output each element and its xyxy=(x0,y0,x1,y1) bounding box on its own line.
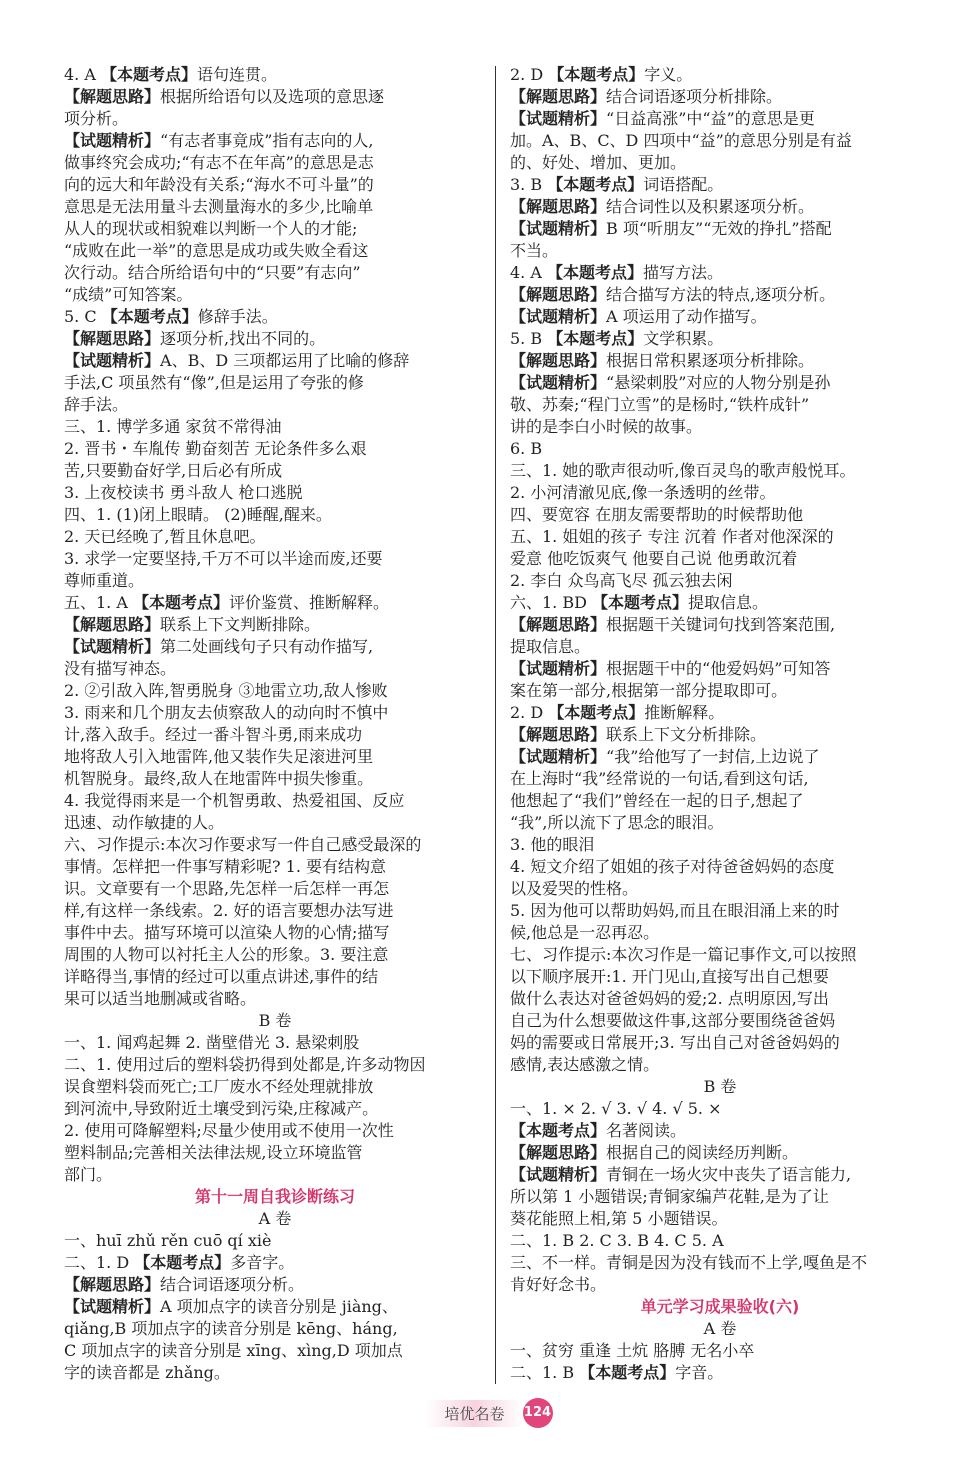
answer-line xyxy=(64,1076,486,1098)
answer-tag-text: 根据题干中的“他爱妈妈”可知答 xyxy=(606,659,831,678)
answer-tag-label: 【本题考点】 xyxy=(133,593,230,612)
answer-line xyxy=(64,944,486,966)
answer-line xyxy=(64,878,486,900)
answer-line xyxy=(510,614,930,636)
answer-text: 到河流中,导致附近土壤受到污染,庄稼减产。 xyxy=(64,1099,379,1118)
answer-line xyxy=(64,306,486,328)
answer-line xyxy=(64,86,486,108)
answer-text: 做什么表达对爸爸妈妈的爱;2. 点明原因,写出 xyxy=(510,989,829,1008)
answer-tag-label: 【解题思路】 xyxy=(64,87,161,106)
answer-text: 地将敌人引入地雷阵,他又装作失足滚进河里 xyxy=(64,747,374,766)
volume-heading: B 卷 xyxy=(258,1011,292,1030)
answer-line xyxy=(64,570,486,592)
answer-text: 详略得当,事情的经过可以重点讲述,事件的结 xyxy=(64,967,379,986)
footer-brand: 培优名卷 xyxy=(426,1400,522,1427)
answer-line xyxy=(64,218,486,240)
answer-line xyxy=(64,416,486,438)
answer-line xyxy=(510,768,930,790)
answer-line xyxy=(64,460,486,482)
answer-text: “我”,所以流下了思念的眼泪。 xyxy=(510,813,724,832)
answer-line xyxy=(510,108,930,130)
answer-tag-label: 【试题精析】 xyxy=(64,1297,161,1316)
answer-line xyxy=(64,966,486,988)
answer-text: 样,有这样一条线索。2. 好的语言要想办法写进 xyxy=(64,901,394,920)
answer-text: 六、1. BD xyxy=(510,593,593,612)
answer-text: 项分析。 xyxy=(64,109,129,128)
answer-text: 一、贫穷 重逢 土炕 胳膊 无名小卒 xyxy=(510,1341,755,1360)
answer-line xyxy=(64,350,486,372)
answer-line xyxy=(510,328,930,350)
answer-line xyxy=(510,966,930,988)
section-title: 第十一周自我诊断练习 xyxy=(194,1187,355,1206)
answer-line xyxy=(510,152,930,174)
answer-text: qiǎng,B 项加点字的读音分别是 kēng、háng, xyxy=(64,1319,398,1338)
answer-text: 苦,只要勤奋好学,日后必有所成 xyxy=(64,461,283,480)
answer-text: 的、好处、增加、更加。 xyxy=(510,153,687,172)
answer-line xyxy=(64,768,486,790)
answer-line xyxy=(64,152,486,174)
answer-line xyxy=(510,702,930,724)
answer-line xyxy=(64,900,486,922)
answer-line xyxy=(510,174,930,196)
volume-heading: A 卷 xyxy=(258,1209,292,1228)
answer-line xyxy=(64,1274,486,1296)
answer-line xyxy=(510,1054,930,1076)
answer-line xyxy=(64,1230,486,1252)
answer-text: 他想起了“我们”曾经在一起的日子,想起了 xyxy=(510,791,804,810)
answer-line xyxy=(510,878,930,900)
answer-line xyxy=(64,922,486,944)
answer-line xyxy=(64,746,486,768)
answer-line xyxy=(64,1318,486,1340)
answer-line xyxy=(64,1098,486,1120)
answer-text: 候,他总是一忍再忍。 xyxy=(510,923,660,942)
answer-line xyxy=(510,592,930,614)
answer-line xyxy=(510,1164,930,1186)
answer-line xyxy=(510,460,930,482)
answer-tag-text: 语句连贯。 xyxy=(197,65,278,84)
answer-line xyxy=(64,262,486,284)
answer-text: 自己为什么想要做这件事,这部分要围绕爸爸妈 xyxy=(510,1011,836,1030)
answer-text: 4. A xyxy=(510,263,547,282)
answer-line xyxy=(64,658,486,680)
answer-text: 手法,C 项虽然有“像”,但是运用了夸张的修 xyxy=(64,373,364,392)
answer-tag-text: 文学积累。 xyxy=(643,329,724,348)
answer-line xyxy=(510,922,930,944)
answer-tag-label: 【本题考点】 xyxy=(548,65,645,84)
answer-line xyxy=(64,394,486,416)
answer-text: 2. 李白 众鸟高飞尽 孤云独去闲 xyxy=(510,571,733,590)
answer-line xyxy=(64,1340,486,1362)
answer-line xyxy=(510,240,930,262)
answer-line xyxy=(510,1142,930,1164)
answer-line xyxy=(64,636,486,658)
answer-tag-text: “有志者事竟成”指有志向的人, xyxy=(160,131,374,150)
answer-text: 七、习作提示:本次习作是一篇记事作文,可以按照 xyxy=(510,945,857,964)
answer-tag-text: 结合词语逐项分析。 xyxy=(160,1275,305,1294)
answer-text: C 项加点字的读音分别是 xīng、xìng,D 项加点 xyxy=(64,1341,403,1360)
answer-text: 2. D xyxy=(510,65,549,84)
answer-line xyxy=(510,1120,930,1142)
volume-heading: B 卷 xyxy=(703,1077,737,1096)
answer-tag-text: 结合词语逐项分析排除。 xyxy=(606,87,783,106)
answer-text: 六、习作提示:本次习作要求写一件自己感受最深的 xyxy=(64,835,422,854)
answer-text: 葵花能照上相,第 5 小题错误。 xyxy=(510,1209,728,1228)
page-footer xyxy=(0,1398,979,1428)
answer-text: 肯好好念书。 xyxy=(510,1275,607,1294)
answer-text: 3. B xyxy=(510,175,548,194)
answer-tag-text: 推断解释。 xyxy=(644,703,725,722)
answer-text: “成绩”可知答案。 xyxy=(64,285,193,304)
answer-text: 2. 使用可降解塑料;尽量少使用或不使用一次性 xyxy=(64,1121,394,1140)
answer-tag-text: 根据日常积累逐项分析排除。 xyxy=(606,351,815,370)
answer-text: “成败在此一举”的意思是成功或失败全看这 xyxy=(64,241,369,260)
answer-line xyxy=(64,1032,486,1054)
answer-text: 3. 上夜校读书 勇斗敌人 枪口逃脱 xyxy=(64,483,303,502)
answer-line xyxy=(510,438,930,460)
answer-line xyxy=(510,218,930,240)
answer-line xyxy=(64,108,486,130)
answer-line xyxy=(64,724,486,746)
answer-line xyxy=(64,526,486,548)
answer-text: 尊师重道。 xyxy=(64,571,145,590)
answer-tag-label: 【解题思路】 xyxy=(510,285,607,304)
answer-tag-label: 【本题考点】 xyxy=(547,263,644,282)
answer-tag-text: 评价鉴赏、推断解释。 xyxy=(229,593,390,612)
answer-line xyxy=(510,1340,930,1362)
answer-line xyxy=(64,548,486,570)
answer-line xyxy=(510,1032,930,1054)
answer-line xyxy=(64,834,486,856)
answer-line xyxy=(64,1054,486,1076)
answer-tag-label: 【试题精析】 xyxy=(64,131,161,150)
answer-tag-label: 【试题精析】 xyxy=(64,637,161,656)
answer-line xyxy=(510,1010,930,1032)
answer-tag-text: 多音字。 xyxy=(230,1253,295,1272)
answer-line xyxy=(64,790,486,812)
answer-tag-text: 修辞手法。 xyxy=(197,307,278,326)
answer-line xyxy=(64,504,486,526)
answer-line xyxy=(510,900,930,922)
answer-text: 爱意 他吃饭爽气 他要自己说 他勇敢沉着 xyxy=(510,549,798,568)
answer-line xyxy=(510,548,930,570)
answer-text: 不当。 xyxy=(510,241,559,260)
answer-tag-text: 名著阅读。 xyxy=(606,1121,687,1140)
answer-line xyxy=(510,746,930,768)
answer-line xyxy=(510,526,930,548)
answer-text: 四、1. (1)闭上眼睛。 (2)睡醒,醒来。 xyxy=(64,505,332,524)
answer-text: 提取信息。 xyxy=(510,637,591,656)
answer-line xyxy=(64,438,486,460)
answer-tag-text: A 项运用了动作描写。 xyxy=(606,307,767,326)
answer-tag-label: 【本题考点】 xyxy=(134,1253,231,1272)
answer-line xyxy=(510,372,930,394)
answer-line xyxy=(510,350,930,372)
answer-text: 五、1. 姐姐的孩子 专注 沉着 作者对他深深的 xyxy=(510,527,834,546)
answer-line xyxy=(510,570,930,592)
answer-tag-text: 根据题干关键词句找到答案范围, xyxy=(606,615,836,634)
answer-line xyxy=(510,856,930,878)
answer-tag-text: 结合词性以及积累逐项分析。 xyxy=(606,197,815,216)
answer-text: 3. 雨来和几个朋友去侦察敌人的动向时不慎中 xyxy=(64,703,389,722)
answer-line xyxy=(510,1274,930,1296)
answer-tag-label: 【本题考点】 xyxy=(548,703,645,722)
answer-text: 三、不一样。青铜是因为没有钱而不上学,嘎鱼是不 xyxy=(510,1253,868,1272)
answer-line xyxy=(64,1142,486,1164)
answer-text: 4. 短文介绍了姐姐的孩子对待爸爸妈妈的态度 xyxy=(510,857,835,876)
answer-tag-text: 结合描写方法的特点,逐项分析。 xyxy=(606,285,836,304)
answer-line xyxy=(510,262,930,284)
answer-text: 案在第一部分,根据第一部分提取即可。 xyxy=(510,681,788,700)
answer-line xyxy=(64,1164,486,1186)
answer-tag-text: B 项“听朋友”“无效的挣扎”搭配 xyxy=(606,219,832,238)
answer-line xyxy=(510,834,930,856)
answer-text: 二、1. 使用过后的塑料袋扔得到处都是,许多动物因 xyxy=(64,1055,426,1074)
right-column xyxy=(510,64,930,1384)
answer-text: 二、1. D xyxy=(64,1253,135,1272)
answer-tag-label: 【解题思路】 xyxy=(64,615,161,634)
answer-text: 二、1. B xyxy=(510,1363,580,1382)
answer-tag-label: 【解题思路】 xyxy=(510,725,607,744)
answer-line xyxy=(64,812,486,834)
answer-text: 二、1. B 2. C 3. B 4. C 5. A xyxy=(510,1231,724,1250)
answer-line xyxy=(64,1362,486,1384)
page-number-badge: 124 xyxy=(523,1398,553,1428)
answer-tag-label: 【解题思路】 xyxy=(510,87,607,106)
answer-tag-text: 描写方法。 xyxy=(643,263,724,282)
answer-tag-label: 【本题考点】 xyxy=(579,1363,676,1382)
answer-text: 果可以适当地删减或省略。 xyxy=(64,989,257,1008)
answer-tag-label: 【解题思路】 xyxy=(510,351,607,370)
answer-line xyxy=(510,64,930,86)
column-divider xyxy=(495,66,496,1384)
answer-text: 以下顺序展开:1. 开门见山,直接写出自己想要 xyxy=(510,967,829,986)
answer-line xyxy=(64,328,486,350)
answer-tag-label: 【本题考点】 xyxy=(101,307,198,326)
answer-tag-text: A 项加点字的读音分别是 jiàng、 xyxy=(160,1297,398,1316)
answer-text: 塑料制品;完善相关法律法规,设立环境监管 xyxy=(64,1143,363,1162)
answer-text: 2. 天已经晚了,暂且休息吧。 xyxy=(64,527,266,546)
answer-tag-text: 联系上下文判断排除。 xyxy=(160,615,321,634)
answer-text: 敬、苏秦;“程门立雪”的是杨时,“铁杵成针” xyxy=(510,395,810,414)
answer-line xyxy=(64,614,486,636)
answer-tag-text: 根据自己的阅读经历判断。 xyxy=(606,1143,799,1162)
answer-tag-text: 逐项分析,找出不同的。 xyxy=(160,329,326,348)
answer-text: 5. 因为他可以帮助妈妈,而且在眼泪涌上来的时 xyxy=(510,901,840,920)
answer-text: 三、1. 博学多通 家贫不常得油 xyxy=(64,417,282,436)
answer-tag-label: 【解题思路】 xyxy=(510,1143,607,1162)
answer-line xyxy=(64,372,486,394)
answer-line xyxy=(510,790,930,812)
left-column xyxy=(64,64,486,1384)
answer-tag-label: 【本题考点】 xyxy=(547,329,644,348)
answer-line xyxy=(510,1098,930,1120)
answer-line xyxy=(510,196,930,218)
answer-line xyxy=(64,988,486,1010)
answer-tag-label: 【本题考点】 xyxy=(510,1121,607,1140)
answer-tag-label: 【解题思路】 xyxy=(510,197,607,216)
answer-text: 四、要宽容 在朋友需要帮助的时候帮助他 xyxy=(510,505,804,524)
answer-tag-text: 青铜在一场火灾中丧失了语言能力, xyxy=(606,1165,852,1184)
answer-text: 部门。 xyxy=(64,1165,113,1184)
answer-text: 事情。怎样把一件事写精彩呢? 1. 要有结构意 xyxy=(64,857,387,876)
answer-text: 5. C xyxy=(64,307,102,326)
answer-line xyxy=(64,284,486,306)
answer-line xyxy=(510,306,930,328)
answer-text: 事件中去。描写环境可以渲染人物的心情;描写 xyxy=(64,923,390,942)
answer-line xyxy=(510,1230,930,1252)
answer-line xyxy=(510,1186,930,1208)
answer-tag-text: 词语搭配。 xyxy=(643,175,724,194)
answer-text: 3. 他的眼泪 xyxy=(510,835,595,854)
answer-tag-label: 【试题精析】 xyxy=(510,373,607,392)
answer-line xyxy=(64,1120,486,1142)
answer-text: 感情,表达感激之情。 xyxy=(510,1055,660,1074)
answer-text: 所以第 1 小题错误;青铜家编芦花鞋,是为了让 xyxy=(510,1187,829,1206)
answer-line xyxy=(510,812,930,834)
answer-text: 三、1. 她的歌声很动听,像百灵鸟的歌声般悦耳。 xyxy=(510,461,856,480)
answer-text: 五、1. A xyxy=(64,593,133,612)
answer-line xyxy=(510,504,930,526)
answer-line xyxy=(510,944,930,966)
answer-tag-label: 【试题精析】 xyxy=(510,1165,607,1184)
answer-text: 4. 我觉得雨来是一个机智勇敢、热爱祖国、反应 xyxy=(64,791,405,810)
answer-text: 字的读音都是 zhǎng。 xyxy=(64,1363,230,1382)
answer-tag-label: 【解题思路】 xyxy=(510,615,607,634)
answer-text: 没有描写神态。 xyxy=(64,659,177,678)
answer-line xyxy=(510,416,930,438)
answer-tag-label: 【试题精析】 xyxy=(510,747,607,766)
volume-heading: A 卷 xyxy=(703,1319,737,1338)
answer-text: 加。A、B、C、D 四项中“益”的意思分别是有益 xyxy=(510,131,852,150)
answer-text: 2. 小河清澈见底,像一条透明的丝带。 xyxy=(510,483,776,502)
answer-tag-label: 【解题思路】 xyxy=(64,329,161,348)
answer-line xyxy=(510,724,930,746)
answer-tag-label: 【解题思路】 xyxy=(64,1275,161,1294)
answer-line xyxy=(510,1252,930,1274)
answer-tag-text: 联系上下文分析排除。 xyxy=(606,725,767,744)
answer-line xyxy=(510,130,930,152)
answer-text: 2. 晋书・车胤传 勤奋刻苦 无论条件多么艰 xyxy=(64,439,367,458)
answer-line xyxy=(510,988,930,1010)
answer-line xyxy=(510,482,930,504)
answer-line xyxy=(64,702,486,724)
answer-text: 3. 求学一定要坚持,千万不可以半途而废,还要 xyxy=(64,549,383,568)
answer-tag-text: A、B、D 三项都运用了比喻的修辞 xyxy=(160,351,410,370)
answer-line xyxy=(510,636,930,658)
answer-text: 意思是无法用量斗去测量海水的多少,比喻单 xyxy=(64,197,374,216)
answer-line xyxy=(510,1208,930,1230)
answer-tag-label: 【本题考点】 xyxy=(592,593,689,612)
answer-text: 2. D xyxy=(510,703,549,722)
answer-line xyxy=(64,64,486,86)
answer-tag-text: 字义。 xyxy=(644,65,693,84)
answer-tag-label: 【试题精析】 xyxy=(510,659,607,678)
answer-tag-text: “日益高涨”中“益”的意思是更 xyxy=(606,109,815,128)
answer-line xyxy=(510,1362,930,1384)
answer-line xyxy=(64,856,486,878)
answer-tag-label: 【本题考点】 xyxy=(547,175,644,194)
answer-tag-label: 【试题精析】 xyxy=(510,307,607,326)
answer-text: 一、1. 闻鸡起舞 2. 凿壁借光 3. 悬梁刺股 xyxy=(64,1033,360,1052)
answer-text: 从人的现状或相貌难以判断一个人的才能; xyxy=(64,219,358,238)
answer-text: 误食塑料袋而死亡;工厂废水不经处理就排放 xyxy=(64,1077,374,1096)
answer-text: 以及爱哭的性格。 xyxy=(510,879,639,898)
answer-text: 一、huī zhǔ rěn cuō qí xiè xyxy=(64,1231,272,1250)
answer-text: 迅速、动作敏捷的人。 xyxy=(64,813,225,832)
answer-text: 辞手法。 xyxy=(64,395,129,414)
answer-line xyxy=(64,592,486,614)
answer-line xyxy=(64,680,486,702)
answer-text: 2. ②引敌入阵,智勇脱身 ③地雷立功,敌人惨败 xyxy=(64,681,388,700)
answer-text: 向的远大和年龄没有关系;“海水不可斗量”的 xyxy=(64,175,374,194)
answer-line xyxy=(64,130,486,152)
answer-line xyxy=(64,1252,486,1274)
answer-text: 识。文章要有一个思路,先怎样一后怎样一再怎 xyxy=(64,879,390,898)
answer-tag-text: “我”给他写了一封信,上边说了 xyxy=(606,747,820,766)
answer-tag-text: 根据所给语句以及选项的意思逐 xyxy=(160,87,385,106)
answer-text: 次行动。结合所给语句中的“只要”有志向” xyxy=(64,263,361,282)
answer-text: 做事终究会成功;“有志不在年高”的意思是志 xyxy=(64,153,374,172)
answer-text: 妈的需要或日常展开;3. 写出自己对爸爸妈妈的 xyxy=(510,1033,840,1052)
answer-text: 5. B xyxy=(510,329,548,348)
answer-tag-text: 提取信息。 xyxy=(688,593,769,612)
answer-tag-text: 字音。 xyxy=(675,1363,724,1382)
answer-line xyxy=(64,240,486,262)
section-title: 单元学习成果验收(六) xyxy=(640,1297,800,1316)
answer-text: 在上海时“我”经常说的一句话,看到这句话, xyxy=(510,769,809,788)
answer-text: 讲的是李白小时候的故事。 xyxy=(510,417,703,436)
answer-tag-label: 【试题精析】 xyxy=(510,109,607,128)
answer-tag-label: 【试题精析】 xyxy=(510,219,607,238)
answer-text: 机智脱身。最终,敌人在地雷阵中损失惨重。 xyxy=(64,769,374,788)
answer-line xyxy=(64,482,486,504)
answer-line xyxy=(510,658,930,680)
answer-line xyxy=(64,174,486,196)
answer-tag-text: 第二处画线句子只有动作描写, xyxy=(160,637,374,656)
answer-line xyxy=(510,680,930,702)
answer-line xyxy=(510,394,930,416)
answer-tag-label: 【本题考点】 xyxy=(101,65,198,84)
answer-tag-text: “悬梁刺股”对应的人物分别是孙 xyxy=(606,373,831,392)
answer-text: 计,落入敌手。经过一番斗智斗勇,雨来成功 xyxy=(64,725,363,744)
answer-tag-label: 【试题精析】 xyxy=(64,351,161,370)
answer-line xyxy=(510,284,930,306)
answer-line xyxy=(64,196,486,218)
answer-text: 4. A xyxy=(64,65,101,84)
answer-text: 周围的人物可以衬托主人公的形象。3. 要注意 xyxy=(64,945,389,964)
answer-text: 6. B xyxy=(510,439,543,458)
answer-text: 一、1. × 2. √ 3. √ 4. √ 5. × xyxy=(510,1099,722,1118)
answer-line xyxy=(64,1296,486,1318)
answer-line xyxy=(510,86,930,108)
